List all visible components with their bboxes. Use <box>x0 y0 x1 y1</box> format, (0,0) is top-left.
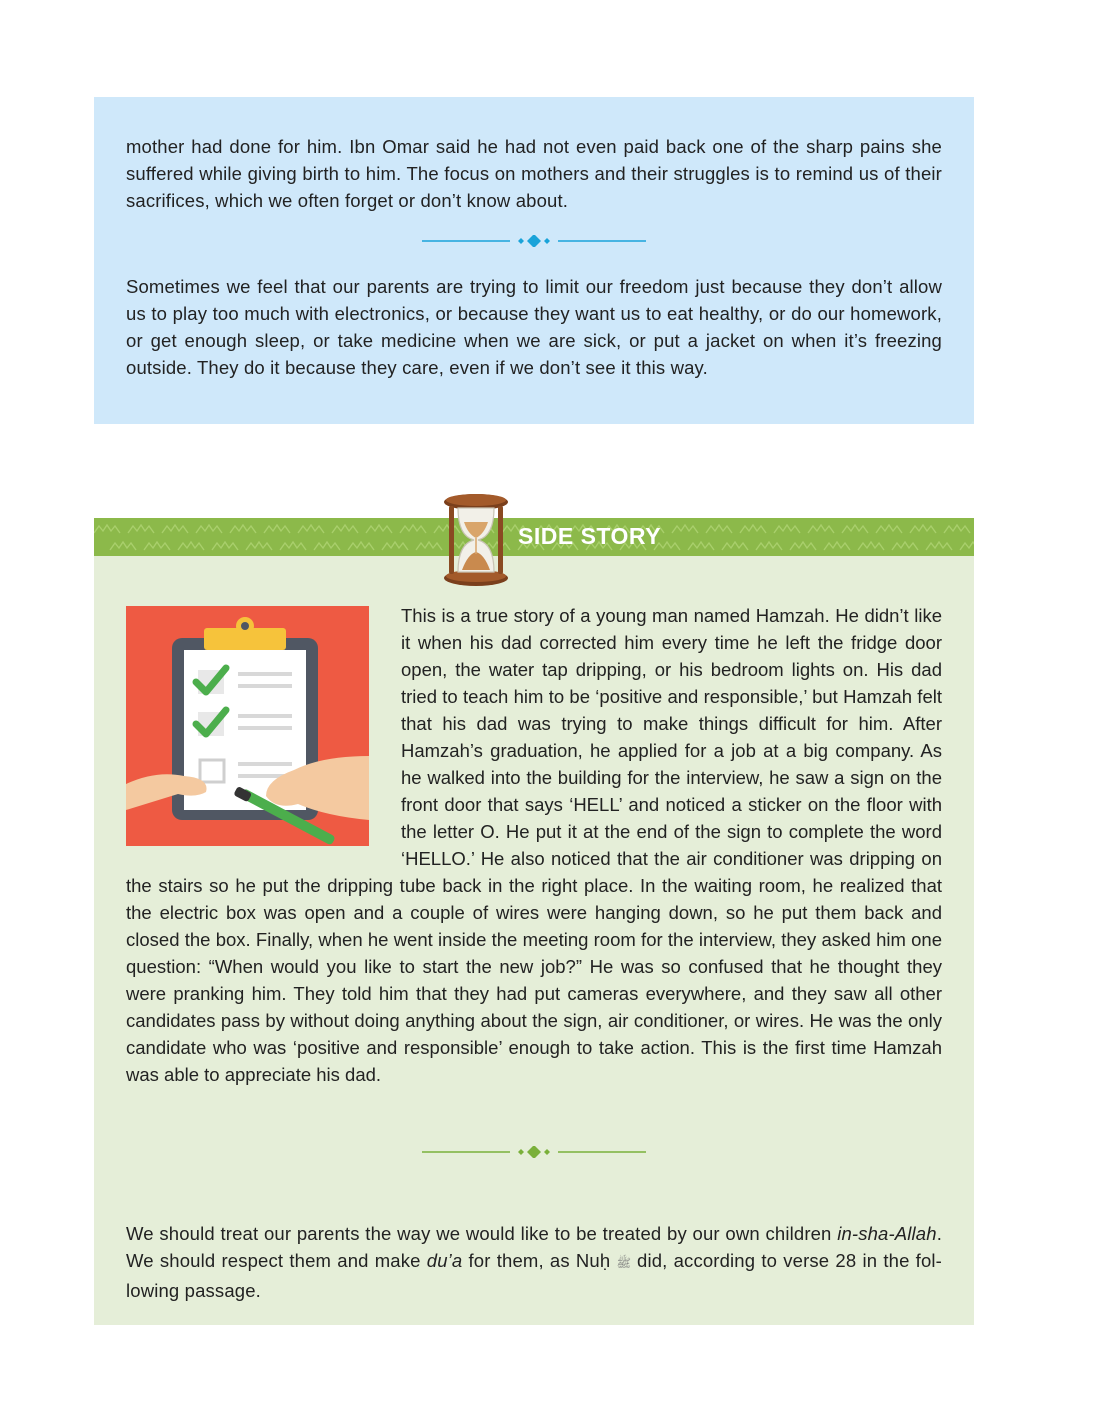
closing-paragraph: We should treat our parents the way we would like to be treated by our own children in-sha-Allah. We should respect them and make du’a for them, as Nuḥ ﷺ did, according to verse 28 in the fol-lowing passage. <box>126 1223 942 1301</box>
info-box <box>94 97 974 424</box>
honorific-glyph: ﷺ <box>616 1256 631 1270</box>
info-paragraph-2: Sometimes we feel that our parents are trying to limit our freedom just because they don’t allow us to play too much with electronics, or because they want us to eat healthy, or do our homework, or get enough sleep, or take medicine when we are sick, or put a jacket on when it’s freezing outside. They do it because they care, even if we don’t see it this way. <box>126 276 942 378</box>
side-story-title: SIDE STORY <box>518 523 662 549</box>
green-diamond-divider-icon <box>422 1146 646 1158</box>
info-paragraph-1: mother had done for him. Ibn Omar said he had not even paid back one of the sharp pains she suffered while giving birth to him. The focus on mothers and their struggles is to remind us of their sacrifices, which we often forget or don’t know about. <box>126 136 942 211</box>
side-story-box <box>94 518 974 1325</box>
hourglass-icon <box>438 492 514 588</box>
side-story-paragraph: This is a true story of a young man named Hamzah. He didn’t like it when his dad corrected him every time he left the fridge door open, the water tap dripping, or his bedroom lights on. His dad tried to teach him to be ‘positive and responsible,’ but Hamzah felt that his dad was trying to make things difficult for him. After Hamzah’s graduation, he applied for a job at a big company. As he walked into the building for the interview, he saw a sign on the front door that says ‘HELL’ and noticed a sticker on the floor with the letter O. He put it at the end of the sign to complete the word ‘HELLO.’ He also noticed that the air conditioner was dripping on the stairs so he put the dripping tube back in the right place. In the waiting room, he realized that the electric box was open and a couple of wires were hanging down, so he put them back and closed the box. Finally, when he went inside the meeting room for the interview, they asked him one question: “When would you like to start the new job?” He was so confused that he thought they were pranking him. They told him that they had put cameras everywhere, and they saw all other candidates pass by without doing anything about the sign, air conditioner, or wires. He was the only candidate who was ‘positive and responsible’ enough to take action. This is the first time Hamzah was able to appreciate his dad. <box>126 605 942 1085</box>
blue-diamond-divider-icon <box>422 235 646 247</box>
side-story-banner <box>94 518 974 556</box>
side-story-text <box>126 602 942 1088</box>
